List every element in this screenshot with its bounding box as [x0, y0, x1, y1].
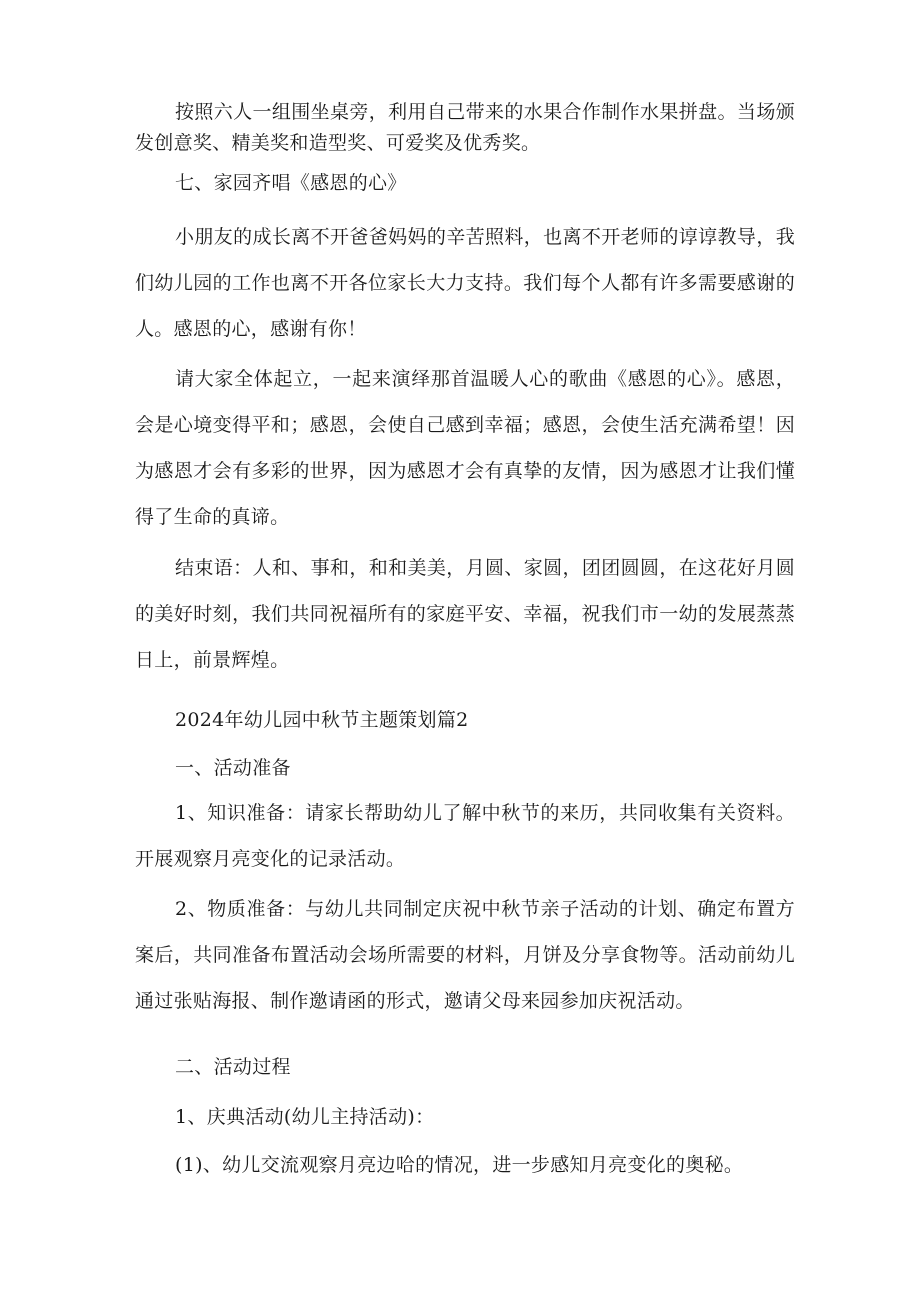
paragraph-please-stand: 请大家全体起立，一起来演绎那首温暖人心的歌曲《感恩的心》。感恩，会是心境变得平和；感恩，会使自己感到幸福；感恩，会使生活充满希望！因为感恩才会有多彩的世界，因为感恩才会有真挚的友情，因为感恩才让我们懂得了生命的真谛。: [135, 368, 795, 528]
heading-activity-process: 二、活动过程: [175, 1056, 291, 1078]
heading-celebration-activity: 1、庆典活动(幼儿主持活动)：: [175, 1106, 435, 1128]
paragraph-fruit-platter: 按照六人一组围坐桌旁，利用自己带来的水果合作制作水果拼盘。当场颁发创意奖、精美奖和造型奖、可爱奖及优秀奖。: [135, 101, 795, 154]
heading-activity-preparation: 一、活动准备: [175, 757, 291, 779]
paragraph-growth: 小朋友的成长离不开爸爸妈妈的辛苦照料，也离不开老师的谆谆教导，我们幼儿园的工作也离不开各位家长大力支持。我们每个人都有许多需要感谢的人。感恩的心，感谢有你！: [135, 226, 795, 340]
heading-plan2-title: 2024年幼儿园中秋节主题策划篇2: [175, 709, 469, 731]
list-item-moon-observation: (1)、幼儿交流观察月亮边哈的情况，进一步感知月亮变化的奥秘。: [175, 1154, 744, 1176]
heading-sing-together: 七、家园齐唱《感恩的心》: [175, 172, 407, 194]
paragraph-material-prep: 2、物质准备：与幼儿共同制定庆祝中秋节亲子活动的计划、确定布置方案后，共同准备布置活动会场所需要的材料，月饼及分享食物等。活动前幼儿通过张贴海报、制作邀请函的形式，邀请父母来园参加庆祝活动。: [135, 898, 795, 1012]
paragraph-knowledge-prep: 1、知识准备：请家长帮助幼儿了解中秋节的来历，共同收集有关资料。开展观察月亮变化的记录活动。: [135, 802, 795, 870]
paragraph-closing: 结束语：人和、事和，和和美美，月圆、家圆，团团圆圆，在这花好月圆的美好时刻，我们共同祝福所有的家庭平安、幸福，祝我们市一幼的发展蒸蒸日上，前景辉煌。: [135, 557, 795, 671]
